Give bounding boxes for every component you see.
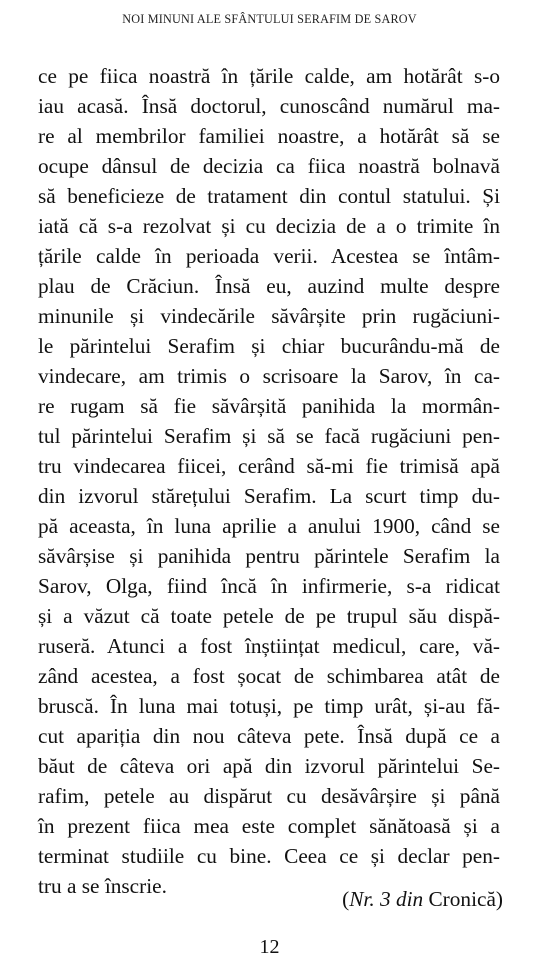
text-line: Sarov, Olga, fiind încă în infirmerie, s-a ridicat (38, 574, 500, 598)
text-line: ocupe dânsul de decizia ca fiica noastră bolnavă (38, 154, 500, 178)
text-line: zând acestea, a fost șocat de schimbarea atât de (38, 664, 500, 688)
text-line: re rugam să fie săvârșită panihida la mormân- (38, 394, 500, 418)
text-line: re al membrilor familiei noastre, a hotărât să se (38, 124, 500, 148)
text-line: să beneficieze de tratament din contul statului. Și (38, 184, 500, 208)
page-number: 12 (259, 936, 280, 958)
text-line: băut de câteva ori apă din izvorul părintelui Se- (38, 754, 500, 778)
text-line: le părintelui Serafim și chiar bucurându-mă de (38, 334, 500, 358)
text-line: bruscă. În luna mai totuși, pe timp urât, și-au fă- (38, 694, 500, 718)
text-line: iau acasă. Însă doctorul, cunoscând numărul ma- (38, 94, 500, 118)
body-text (38, 61, 500, 901)
text-line: tru a se înscrie. (38, 874, 167, 898)
source-citation (342, 884, 503, 914)
text-line: rafim, petele au dispărut cu desăvârșire și până (38, 784, 500, 808)
text-line: săvârșise și panihida pentru părintele Serafim la (38, 544, 500, 568)
text-line: terminat studiile cu bine. Ceea ce și declar pen- (38, 844, 500, 868)
source-italic: Nr. 3 din (349, 887, 424, 911)
text-line: din izvorul stărețului Serafim. La scurt timp du- (38, 484, 500, 508)
text-line: pă aceasta, în luna aprilie a anului 1900, când se (38, 514, 500, 538)
text-line: țările calde în perioada verii. Acestea se întâm- (38, 244, 500, 268)
text-line: tru vindecarea fiicei, cerând să-mi fie trimisă apă (38, 454, 500, 478)
text-line: vindecare, am trimis o scrisoare la Sarov, în ca- (38, 364, 500, 388)
text-line: tul părintelui Serafim și să se facă rugăciuni pen- (38, 424, 500, 448)
text-line: ce pe fiica noastră în țările calde, am hotărât s-o (38, 64, 500, 88)
text-line: cut apariția din nou câteva pete. Însă după ce a (38, 724, 500, 748)
text-line: iată că s-a rezolvat și cu decizia de a o trimite în (38, 214, 500, 238)
source-roman: Cronică) (423, 887, 503, 911)
text-line: în prezent fiica mea este complet sănătoasă și a (38, 814, 500, 838)
text-line: ruseră. Atunci a fost înștiințat medicul, care, vă- (38, 634, 500, 658)
text-line: minunile și vindecările săvârșite prin rugăciuni- (38, 304, 500, 328)
source-open-paren: ( (342, 887, 350, 911)
text-line: plau de Crăciun. Însă eu, auzind multe despre (38, 274, 500, 298)
running-head: NOI MINUNI ALE SFÂNTULUI SERAFIM DE SAROV (122, 12, 417, 26)
text-line: și a văzut că toate petele de pe trupul său dispă- (38, 604, 500, 628)
